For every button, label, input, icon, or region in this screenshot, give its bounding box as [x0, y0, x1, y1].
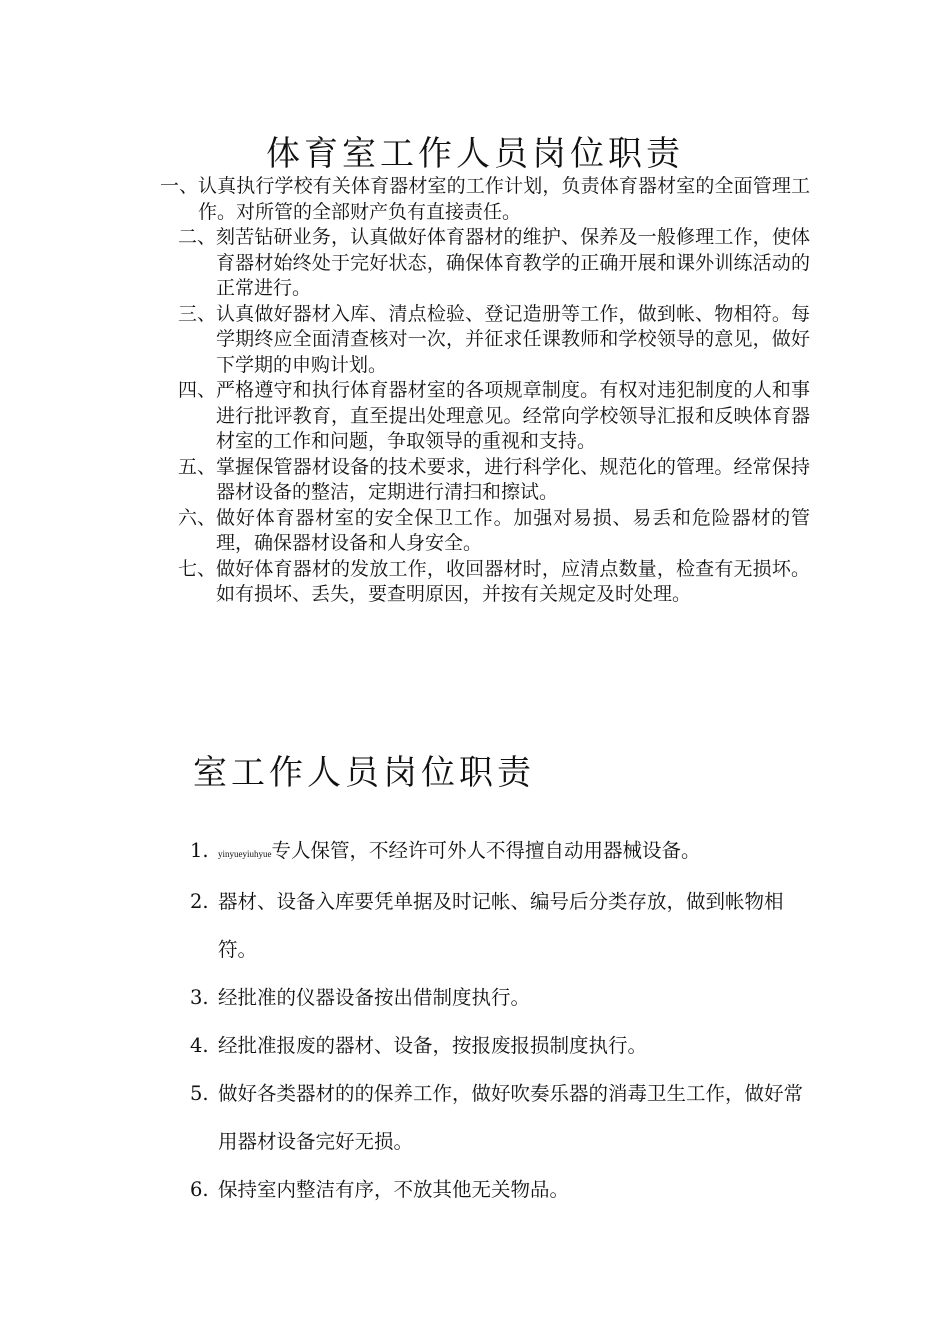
item-number: 五、 — [178, 455, 217, 478]
item-number: 4. — [190, 1034, 209, 1057]
item-number: 6. — [190, 1178, 209, 1201]
list-item — [160, 557, 810, 608]
item-text: 做好体育器材的发放工作，收回器材时，应清点数量，检查有无损坏。如有损坏、丢失，要查明原因，并按有关规定及时处理。 — [216, 557, 810, 605]
item-number: 3. — [190, 986, 209, 1009]
list-item — [160, 378, 810, 455]
list-item — [160, 455, 810, 506]
list-item — [160, 302, 810, 379]
list-item — [160, 174, 810, 225]
section2-title: 室工作人员岗位职责 — [193, 753, 535, 793]
list-item — [190, 878, 820, 974]
item-text: 掌握保管器材设备的技术要求，进行科学化、规范化的管理。经常保持器材设备的整洁，定期进行清扫和擦试。 — [216, 455, 810, 503]
list-item — [190, 1022, 820, 1070]
item-text: 器材、设备入库要凭单据及时记帐、编号后分类存放，做到帐物相符。 — [218, 890, 784, 961]
item-number: 一、 — [160, 175, 199, 197]
item-text-wrapper — [218, 827, 820, 878]
item-text: 严格遵守和执行体育器材室的各项规章制度。有权对违犯制度的人和事进行批评教育，直至提出处理意见。经常向学校领导汇报和反映体育器材室的工作和问题，争取领导的重视和支持。 — [216, 379, 810, 452]
section1-list — [160, 174, 810, 608]
item-number: 二、 — [178, 226, 217, 248]
item-text: 经批准的仪器设备按出借制度执行。 — [218, 986, 531, 1009]
list-item — [160, 225, 810, 302]
item-prefix: yinyueyiuhyue — [218, 849, 272, 859]
section2-list — [190, 827, 820, 1214]
item-text: 专人保管，不经许可外人不得擅自动用器械设备。 — [271, 839, 701, 862]
item-number: 5. — [190, 1082, 209, 1105]
list-item — [190, 827, 820, 878]
list-item — [190, 1166, 820, 1214]
list-item — [190, 974, 820, 1022]
item-text: 刻苦钻研业务，认真做好体育器材的维护、保养及一般修理工作，使体育器材始终处于完好状态，确保体育教学的正确开展和课外训练活动的正常进行。 — [216, 226, 810, 299]
item-number: 七、 — [178, 557, 217, 580]
item-number: 三、 — [178, 302, 217, 325]
section1-title: 体育室工作人员岗位职责 — [266, 134, 684, 174]
item-number: 1. — [190, 839, 209, 862]
list-item — [190, 1070, 820, 1166]
list-item — [160, 506, 810, 557]
item-number: 2. — [190, 890, 209, 913]
item-text: 认真做好器材入库、清点检验、登记造册等工作，做到帐、物相符。每学期终应全面清查核对一次，并征求任课教师和学校领导的意见，做好下学期的申购计划。 — [216, 302, 810, 376]
item-number: 六、 — [178, 506, 217, 529]
item-number: 四、 — [178, 379, 217, 401]
item-text: 保持室内整洁有序，不放其他无关物品。 — [218, 1178, 570, 1201]
item-text: 做好体育器材室的安全保卫工作。加强对易损、易丢和危险器材的管理，确保器材设备和人身安全。 — [216, 506, 810, 554]
item-text: 认真执行学校有关体育器材室的工作计划，负责体育器材室的全面管理工作。对所管的全部财产负有直接责任。 — [198, 175, 810, 223]
item-text: 做好各类器材的的保养工作，做好吹奏乐器的消毒卫生工作，做好常用器材设备完好无损。 — [218, 1082, 804, 1153]
item-text: 经批准报废的器材、设备，按报废报损制度执行。 — [218, 1034, 648, 1057]
